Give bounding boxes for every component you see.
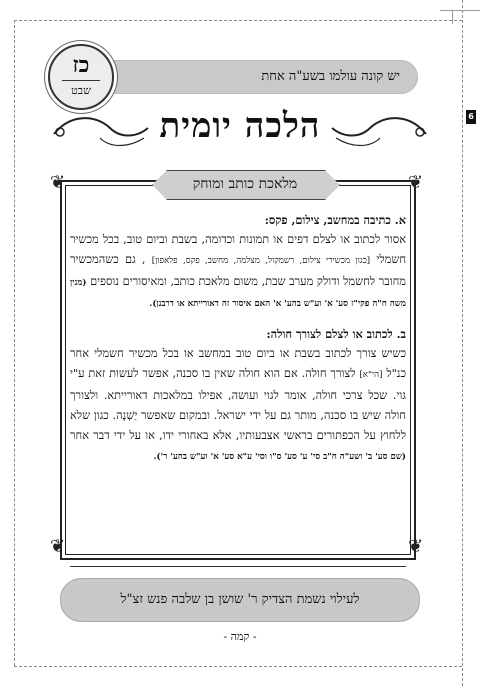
seal-day: כז — [72, 52, 90, 78]
side-page-tab: 6 — [466, 110, 476, 124]
page-border-left — [14, 20, 15, 666]
section-subtitle: מלאכת כותב ומוחק — [192, 176, 298, 192]
section-b-note: [הי"א] — [359, 370, 383, 381]
page-border-bottom — [14, 666, 462, 667]
page-title: הלכה יומית — [159, 106, 321, 146]
page-border-top — [14, 20, 462, 21]
page-number: - קמה - — [223, 630, 257, 643]
corner-ornament-icon: ❦ — [50, 172, 66, 193]
halacha-body — [70, 210, 406, 467]
dedication-banner — [60, 578, 420, 622]
seal-month: שבט — [71, 84, 91, 97]
seal-divider — [62, 80, 100, 81]
date-seal — [48, 44, 114, 110]
section-a-source: (מנין משה ח"ה פקי"ז סע' א' וע"ש בהע' א' האם איסור זה דאורייתא או דרבנן). — [70, 277, 406, 309]
crop-mark — [440, 10, 480, 11]
section-b-paragraph — [70, 344, 406, 467]
section-a-text-1: אסור לכתוב או לצלם דפים או תמונות וכדומה, בשבת וביום טוב, בכל מכשיר חשמלי — [70, 233, 407, 267]
section-a-text-2: , גם כשהמכשיר מחובר לחשמל ודולק מערב שבת, משום מלאכת כותב, ומאיסורים נוספים — [70, 253, 406, 288]
corner-ornament-icon: ❦ — [408, 172, 424, 193]
footer-divider — [70, 566, 406, 567]
top-banner-text: יש קונה עולמו בשע"ה אחת — [261, 69, 400, 84]
section-a-heading: א. כתיבה במחשב, צילום, פקס: — [264, 213, 406, 227]
section-b-text-2: לצורך חולה. אם הוא חולה שאין בו סכנה, אפשר לעשות זאת ע"י גוי. שכל צרכי חולה, אומר לגוי ועושה, אפילו במלאכות דאורייתא. ולצורך חולה שיש בו סכנה, מותר גם על ידי ישראל. ובמקום שאפשר יַשְׁנָה. כגון שלא ללחוץ על הכפתורים בראשי אצבעותיו, אלא באחורי ידו, או על ידי דבר אחר — [70, 367, 406, 443]
corner-ornament-icon: ❦ — [408, 536, 424, 557]
section-a-paragraph — [70, 230, 406, 314]
section-a-note: [כגון מכשירי צילום, רשמקול, מצלמה, מחשב, פקס, פלאפון] — [151, 256, 371, 267]
crop-mark — [452, 10, 453, 24]
corner-ornament-icon: ❦ — [50, 536, 66, 557]
page-border-right — [462, 0, 463, 686]
section-b-text-1: כשיש צורך לכתוב בשבת או ביום טוב במחשב או בכל מכשיר חשמלי אחר כנ"ל — [70, 347, 407, 381]
section-b-source: (שם סע' ב' ושע"ה ח"ב סי' ע' סע' ס"ו וסי' ע"א סע' א' וע"ש בהע' ר'). — [153, 452, 406, 463]
page-header — [40, 104, 440, 152]
dedication-text: לעילוי נשמת הצדיק ר' שושן בן שלבה פנש זצ"ל — [120, 592, 360, 607]
section-b-heading: ב. לכתוב או לצלם לצורך חולה: — [266, 327, 406, 342]
